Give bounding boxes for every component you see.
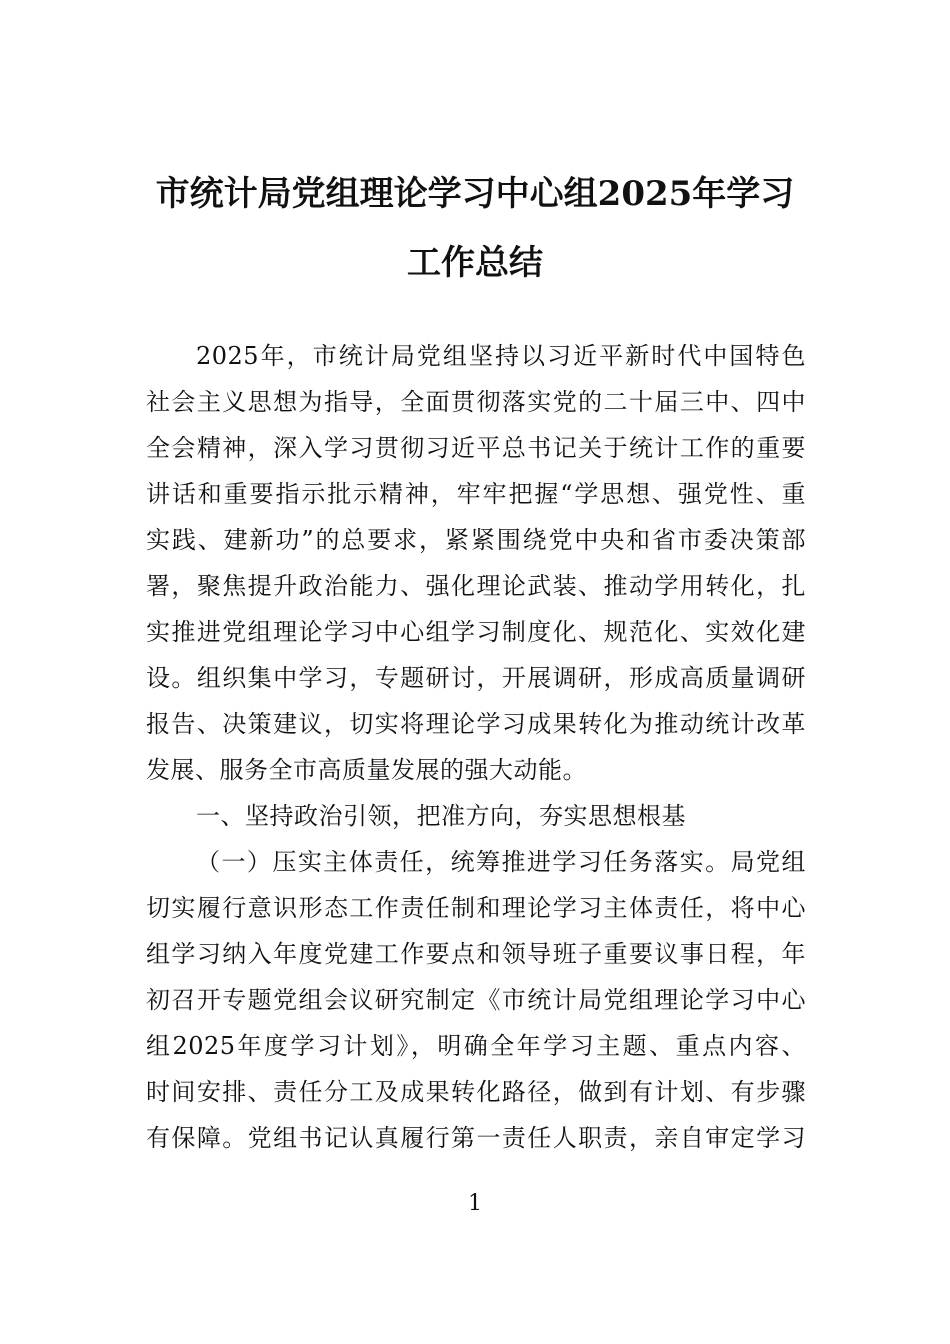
section-1-1-line: 切实履行意识形态工作责任制和理论学习主体责任，将中心: [146, 894, 806, 922]
intro-paragraph-line: 实推进党组理论学习中心组学习制度化、规范化、实效化建: [146, 618, 806, 646]
intro-paragraph-line: 署，聚焦提升政治能力、强化理论武装、推动学用转化，扎: [146, 572, 806, 600]
document-title-line-2: 工作总结: [407, 243, 543, 283]
intro-paragraph-line: 社会主义思想为指导，全面贯彻落实党的二十届三中、四中: [146, 388, 806, 416]
section-1-1-line: 有保障。党组书记认真履行第一责任人职责，亲自审定学习: [146, 1124, 806, 1152]
section-1-1-line: 组2025年度学习计划》，明确全年学习主题、重点内容、: [146, 1032, 806, 1060]
section-1-1-line: 初召开专题党组会议研究制定《市统计局党组理论学习中心: [146, 986, 806, 1014]
document-title-line-1: 市统计局党组理论学习中心组2025年学习: [155, 174, 795, 214]
page-number: 1: [468, 1191, 482, 1216]
section-heading-1: 一、坚持政治引领，把准方向，夯实思想根基: [196, 802, 686, 830]
intro-paragraph-line: 实践、建新功”的总要求，紧紧围绕党中央和省市委决策部: [146, 526, 806, 554]
intro-paragraph-line: 2025年，市统计局党组坚持以习近平新时代中国特色: [196, 342, 806, 370]
section-1-1-line: 时间安排、责任分工及成果转化路径，做到有计划、有步骤: [146, 1078, 806, 1106]
section-1-1-line: （一）压实主体责任，统筹推进学习任务落实。局党组: [196, 848, 806, 876]
intro-paragraph-line: 设。组织集中学习，专题研讨，开展调研，形成高质量调研: [146, 664, 806, 692]
intro-paragraph-line: 讲话和重要指示批示精神，牢牢把握“学思想、强党性、重: [146, 480, 806, 508]
intro-paragraph-line: 发展、服务全市高质量发展的强大动能。: [146, 756, 587, 784]
section-1-1-line: 组学习纳入年度党建工作要点和领导班子重要议事日程，年: [146, 940, 806, 968]
intro-paragraph-line: 报告、决策建议，切实将理论学习成果转化为推动统计改革: [146, 710, 806, 738]
intro-paragraph-line: 全会精神，深入学习贯彻习近平总书记关于统计工作的重要: [146, 434, 806, 462]
